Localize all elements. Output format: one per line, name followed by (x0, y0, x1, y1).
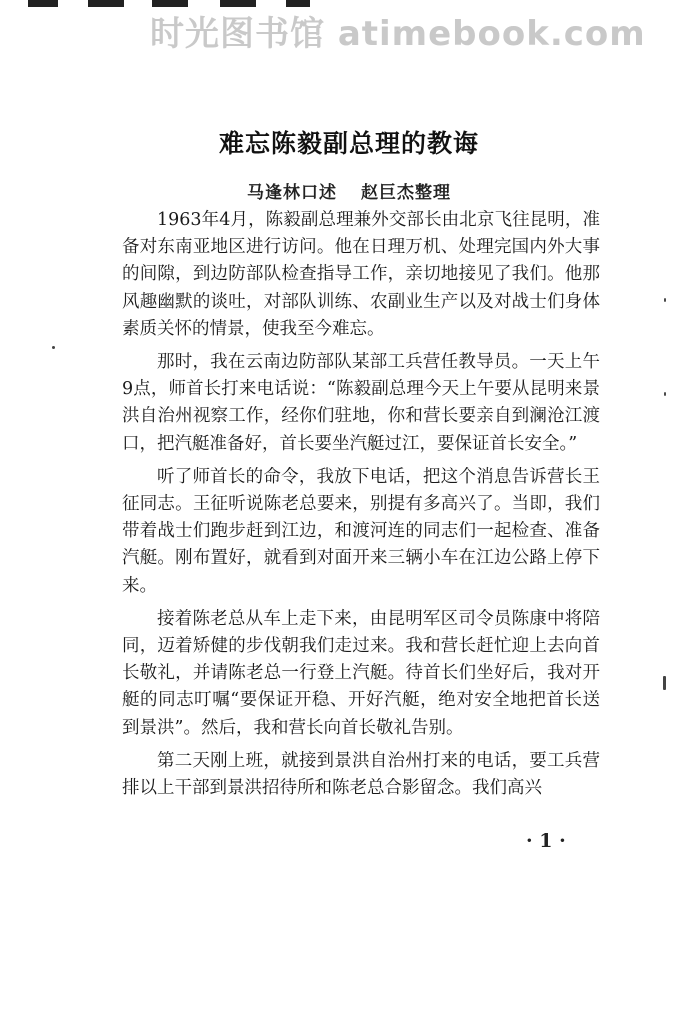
byline-narrator: 马逢林口述 (247, 183, 337, 203)
scan-speck (664, 298, 666, 302)
top-rule-segment (28, 0, 58, 7)
byline (0, 178, 698, 203)
scan-speck (663, 676, 666, 690)
paragraph: 接着陈老总从车上走下来，由昆明军区司令员陈康中将陪同，迈着矫健的步伐朝我们走过来。我和营长赶忙迎上去向首长敬礼，并请陈老总一行登上汽艇。待首长们坐好后，我对开艇的同志叮嘱“要保证开稳、开好汽艇，绝对安全地把首长送到景洪”。然后，我和营长向首长敬礼告别。 (122, 608, 600, 738)
scan-speck (664, 392, 666, 396)
top-rule-segment (88, 0, 124, 7)
paragraph: 听了师首长的命令，我放下电话，把这个消息告诉营长王征同志。王征听说陈老总要来，别提有多高兴了。当即，我们带着战士们跑步赶到江边，和渡河连的同志们一起检查、准备汽艇。刚布置好，就看到对面开来三辆小车在江边公路上停下来。 (122, 466, 600, 596)
paragraph: 第二天刚上班，就接到景洪自治州打来的电话，要工兵营排以上干部到景洪招待所和陈老总合影留念。我们高兴 (122, 750, 600, 799)
top-rule-segment (220, 0, 256, 7)
paragraph: 1963年4月，陈毅副总理兼外交部长由北京飞往昆明，准备对东南亚地区进行访问。他在日理万机、处理完国内外大事的间隙，到边防部队检查指导工作，亲切地接见了我们。他那风趣幽默的谈吐，对部队训练、农副业生产以及对战士们身体素质关怀的情景，使我至今难忘。 (122, 210, 600, 339)
top-rule-segment (152, 0, 188, 7)
top-rule-segment (286, 0, 310, 7)
watermark: 时光图书馆 atimebook.com (150, 14, 646, 54)
page-number: · 1 · (526, 830, 566, 852)
article-title: 难忘陈毅副总理的教诲 (218, 129, 479, 158)
paragraph: 那时，我在云南边防部队某部工兵营任教导员。一天上午9点，师首长打来电话说：“陈毅副总理今天上午要从昆明来景洪自治州视察工作，经你们驻地，你和营长要亲自到澜沧江渡口，把汽艇准备好，首长要坐汽艇过江，要保证首长安全。” (122, 352, 600, 454)
scan-speck (52, 346, 55, 349)
article-body (122, 207, 600, 808)
byline-editor: 赵巨杰整理 (361, 183, 451, 203)
